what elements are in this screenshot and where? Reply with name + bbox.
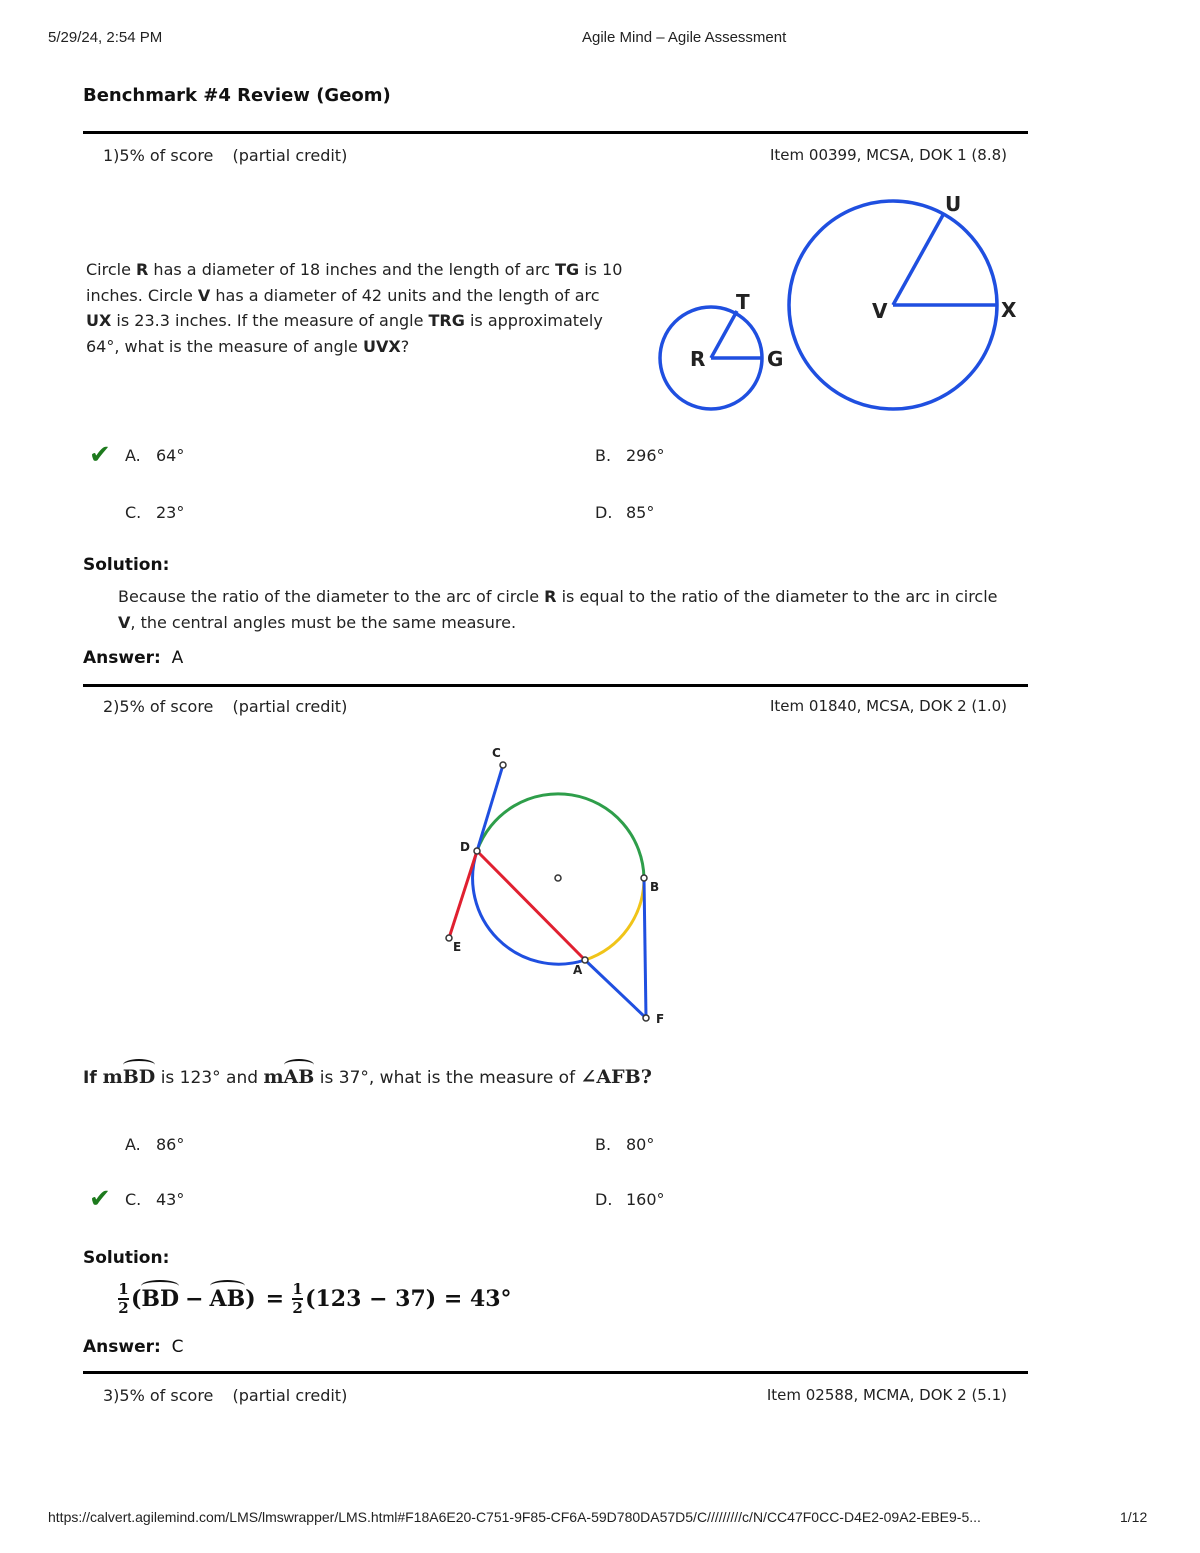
point-d [474,848,480,854]
arc-bd [477,794,644,878]
divider [83,131,1028,134]
credit-type: (partial credit) [232,146,348,165]
question-number: 3) [103,1386,120,1405]
segment-bf [644,878,646,1018]
answer-label: Answer: [83,648,161,668]
label-v: V [872,299,888,323]
point-c [500,762,506,768]
label-t: T [736,290,750,314]
choice-a: A. 86° [125,1135,185,1154]
question-header [103,1386,347,1405]
point-b [641,875,647,881]
arc-ab [585,878,644,960]
segment-dc [477,765,503,851]
label-b: B [650,880,660,894]
point-a [582,957,588,963]
choice-d: D. 85° [595,503,655,522]
label-x: X [1001,298,1017,322]
correct-check-icon: ✔ [89,1184,111,1214]
label-g: G [767,347,784,371]
label-f: F [656,1012,665,1026]
page-url: https://calvert.agilemind.com/LMS/lmswrapper/LMS.html#F18A6E20-C751-9F85-CF6A-59D780DA57D5/C/////////c/N/CC47F0CC-D4E2-09A2-EBE9-5... [48,1509,981,1525]
question-text: If m BD is 123° and m AB is 37°, what is the measure of ∠AFB? [83,1066,652,1088]
label-a: A [573,963,583,977]
question-text: Circle R has a diameter of 18 inches and the length of arc TG is 10 inches. Circle V has a diameter of 42 units and the length of arc UX is 23.3 inches. If the measure of angle TRG is approximately 64°, what is the measure of angle UVX? [86,260,623,356]
point-e [446,935,452,941]
page-title: Benchmark #4 Review (Geom) [83,85,391,106]
correct-check-icon: ✔ [89,440,111,470]
choice-c: C. 43° [125,1190,185,1209]
answer-line [83,648,183,668]
radius-vu [893,215,943,305]
print-datetime: 5/29/24, 2:54 PM [48,29,163,46]
choice-b: B. 80° [595,1135,655,1154]
segment-da [477,851,585,960]
choice-b: B. 296° [595,446,665,465]
page-number: 1/12 [1120,1509,1148,1525]
solution-math: 1 2 ( BD − AB ) = 1 2 (123 − 37) = 43° [118,1280,512,1317]
answer-line [83,1337,183,1357]
arc-da [473,851,585,964]
item-id: Item 00399, MCSA, DOK 1 (8.8) [769,146,1007,164]
question-header [103,146,347,165]
choice-a: A. 64° [125,446,185,465]
label-c: C [492,746,501,760]
choice-c: C. 23° [125,503,185,522]
question-header [103,697,347,716]
solution-text: Because the ratio of the diameter to the arc of circle R is equal to the ratio of the diameter to the arc in circle V, the central angles must be the same measure. [118,587,998,632]
label-d: D [460,840,470,854]
score-weight: 5% of score [119,697,214,716]
question-number: 2) [103,697,120,716]
solution-label: Solution: [83,1248,170,1268]
radius-rt [711,311,737,358]
item-id: Item 02588, MCMA, DOK 2 (5.1) [766,1386,1007,1404]
divider [83,684,1028,687]
label-u: U [945,192,962,216]
item-id: Item 01840, MCSA, DOK 2 (1.0) [769,697,1007,715]
credit-type: (partial credit) [232,697,348,716]
circles-figure [650,188,1030,418]
score-weight: 5% of score [119,146,214,165]
credit-type: (partial credit) [232,1386,348,1405]
segment-af [585,960,646,1018]
choice-d: D. 160° [595,1190,665,1209]
answer-label: Answer: [83,1337,161,1357]
score-weight: 5% of score [119,1386,214,1405]
answer-value: A [171,648,184,668]
label-e: E [453,940,462,954]
print-site-title: Agile Mind – Agile Assessment [582,29,787,46]
secant-tangent-figure [430,738,690,1038]
point-center [555,875,561,881]
question-number: 1) [103,146,120,165]
fraction-half: 1 2 [118,1280,129,1317]
label-r: R [690,347,706,371]
solution-label: Solution: [83,555,170,575]
divider [83,1371,1028,1374]
point-f [643,1015,649,1021]
answer-value: C [171,1337,184,1357]
